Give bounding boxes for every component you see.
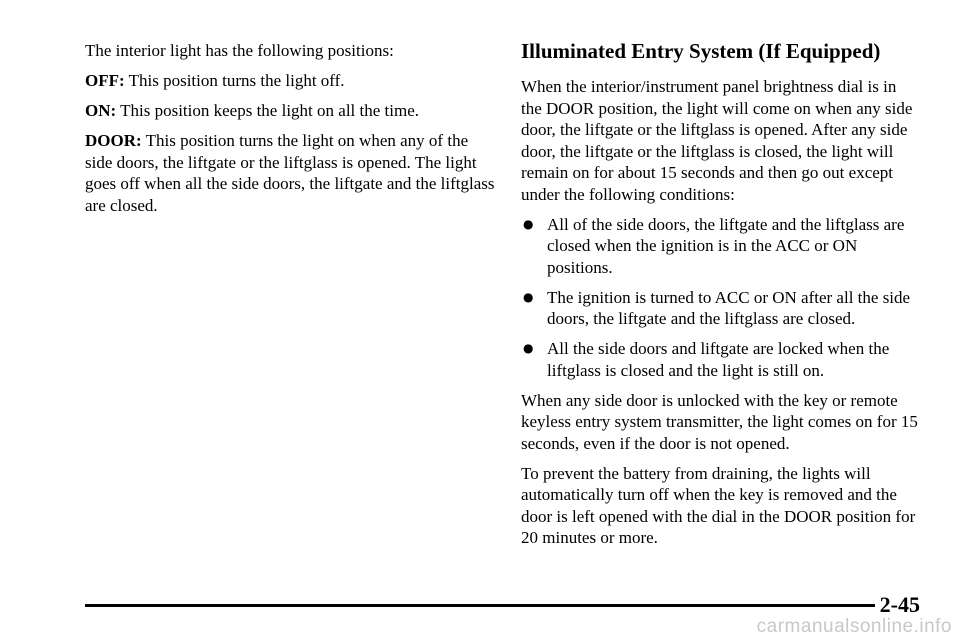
position-door-term: DOOR: — [85, 131, 142, 151]
entry-paragraph-2: When any side door is unlocked with the key or remote keyless entry system transmitter, the light comes on for 15 seconds, even if the door is not opened. — [521, 390, 918, 453]
list-item-text: The ignition is turned to ACC or ON after all the side doors, the liftgate and the liftglass are closed. — [547, 287, 911, 329]
section-heading: Illuminated Entry System (If Equipped) — [521, 39, 881, 63]
watermark: carmanualsonline.info — [756, 616, 952, 637]
position-off-text: This position turns the light off. — [124, 71, 345, 91]
list-item — [521, 338, 921, 381]
intro-text: The interior light has the following positions: — [85, 41, 394, 60]
entry-paragraph-1: When the interior/instrument panel brightness dial is in the DOOR position, the light will come on when any side door, the liftgate or the liftglass is opened. After any side door, the liftgate or the liftglass is closed, the light will remain on for about 15 seconds and then go out except under the following conditions: — [521, 77, 913, 204]
position-door-text: This position turns the light on when any of the side doors, the liftgate or the liftglass is opened. The light goes off when all the side doors, the liftgate and the liftglass are closed. — [85, 131, 495, 215]
list-item-text: All of the side doors, the liftgate and the liftglass are closed when the ignition is in the ACC or ON positions. — [547, 214, 905, 277]
position-on-text: This position keeps the light on all the time. — [116, 101, 419, 121]
position-on-term: ON: — [85, 101, 117, 121]
bullet-icon: ● — [523, 289, 534, 304]
list-item-text: All the side doors and liftgate are locked when the liftglass is closed and the light is still on. — [547, 339, 890, 380]
footer-rule — [85, 604, 875, 607]
position-door — [85, 130, 495, 216]
position-off — [85, 70, 495, 92]
conditions-list — [521, 214, 921, 382]
page-number: 2-45 — [879, 592, 920, 617]
bullet-icon: ● — [523, 216, 534, 231]
bullet-icon: ● — [523, 341, 534, 356]
position-off-term: OFF: — [85, 71, 125, 91]
list-item — [521, 287, 921, 330]
entry-paragraph-3: To prevent the battery from draining, the lights will automatically turn off when the key is removed and the door is left opened with the dial in the DOOR position for 20 minutes or more. — [521, 463, 916, 548]
left-column — [85, 40, 495, 225]
right-column — [521, 40, 921, 558]
list-item — [521, 214, 921, 279]
position-on — [85, 100, 495, 122]
